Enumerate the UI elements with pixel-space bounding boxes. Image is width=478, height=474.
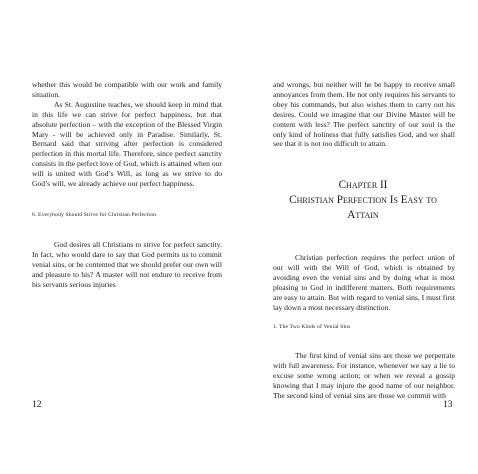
section-heading-1: 1. The Two Kinds of Venial Sins [273, 324, 351, 330]
god-desires-paragraph: God desires all Christians to strive for perfect sanctity. In fact, who would dare to say that God permits us to commit venial sins, or be contented that we should prefer our own will and pleasure to his? A master will not endure to receive from his servants serious injuries [32, 240, 222, 289]
right-page-text-top [273, 80, 455, 149]
continuation-paragraph-right: and wrongs, but neither will he be happy to receive small annoyances from them. He not only requires his servants to obey his commands, but also wishes them to carry out his desires. Could we imagine that our Divine Master will be content with less? The perfect sanctity of our soul is the only kind of holiness that fully satisfies God, and we shall see that it is not too difficult to attain. [273, 80, 455, 149]
chapter-heading [263, 178, 463, 223]
first-kind-paragraph: The first kind of venial sins are those we perpetrate with full awareness. For instance, whenever we say a lie to excuse some wrong action; or when we reveal a gossip knowing that I may injure the good name of our neighbor. The second kind of venial sins are those we commit with [273, 351, 455, 400]
section-heading-6: 6. Everybody Should Strive for Christian Perfection [32, 212, 157, 218]
intro-paragraph: Christian perfection requires the perfect union of our will with the Will of God, which is obtained by avoiding even the venial sins and by doing what is most pleasing to God in indifferent matters. Both requirements are easy to attain. But with regard to venial sins, I must first lay down a most necessary distinction. [273, 253, 455, 312]
page-number-left: 12 [32, 399, 42, 410]
left-page-text-bottom [32, 240, 222, 290]
chapter-title-line-2: Attain [347, 209, 379, 221]
right-page-text-middle [273, 253, 455, 312]
right-page [239, 0, 478, 474]
augustine-paragraph: As St. Augustine teaches, we should keep in mind that in this life we can strive for perfect happiness, but that absolute perfection – with the exception of the Blessed Virgin Mary - will be achieved only in Paradise. Similarly, St. Bernard said that striving after perfection is considered perfection in this mortal life. Therefore, since perfect sanctity consists in the perfect love of God, which is attained when our will is united with God’s Will, as long as we strive to do God’s will, we already achieve our perfect happiness. [32, 99, 222, 189]
chapter-label: Chapter II [338, 179, 388, 191]
left-page-text-top [32, 80, 222, 189]
chapter-title-line-1: Christian Perfection Is Easy to [289, 194, 437, 206]
page-number-right: 13 [443, 399, 453, 410]
continuation-paragraph: whether this would be compatible with our work and family situation. [32, 80, 222, 99]
right-page-text-bottom [273, 351, 455, 401]
